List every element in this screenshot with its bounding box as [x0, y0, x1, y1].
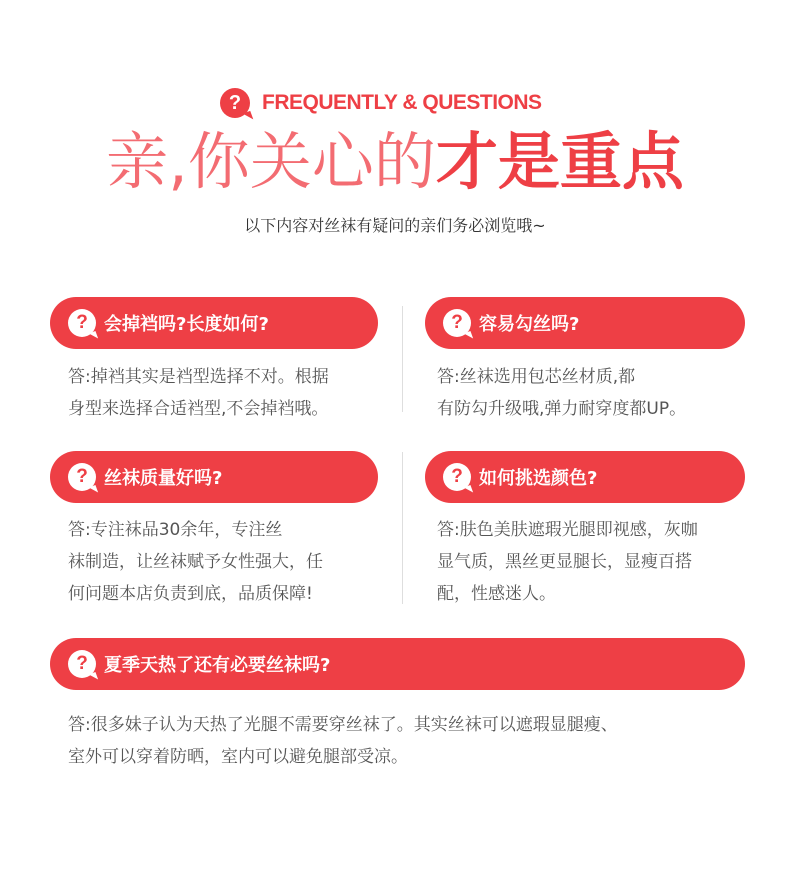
faq-question-2	[425, 297, 745, 349]
question-icon: ?	[443, 309, 471, 337]
answer-line: 答:很多妹子认为天热了光腿不需要穿丝袜了。其实丝袜可以遮瑕显腿瘦、	[68, 715, 618, 735]
faq-answer-1	[68, 361, 329, 425]
column-divider	[402, 306, 403, 412]
faq-answer-3	[68, 514, 323, 610]
answer-line: 身型来选择合适裆型,不会掉裆哦。	[68, 399, 329, 419]
question-icon: ?	[68, 463, 96, 491]
faq-question-1	[50, 297, 378, 349]
page-subtitle: 以下内容对丝袜有疑问的亲们务必浏览哦~	[244, 216, 546, 235]
answer-line: 答:专注袜品30余年，专注丝	[68, 520, 283, 540]
answer-line: 答:掉裆其实是裆型选择不对。根据	[68, 367, 329, 387]
faq-question-label: 会掉裆吗?长度如何?	[104, 314, 269, 335]
answer-line: 室外可以穿着防晒，室内可以避免腿部受凉。	[68, 747, 408, 767]
answer-line: 有防勾升级哦,弹力耐穿度都UP。	[437, 399, 687, 419]
faq-question-label: 丝袜质量好吗?	[104, 468, 223, 489]
faq-answer-4	[437, 514, 698, 610]
faq-question-3	[50, 451, 378, 503]
page-title	[0, 122, 790, 202]
question-bubble-icon: ?	[220, 88, 250, 118]
answer-line: 答:丝袜选用包芯丝材质,都	[437, 367, 636, 387]
faq-question-4	[425, 451, 745, 503]
answer-line: 袜制造，让丝袜赋予女性强大，任	[68, 552, 323, 572]
answer-line: 显气质，黑丝更显腿长，显瘦百搭	[437, 552, 692, 572]
faq-answer-2	[437, 361, 686, 425]
question-icon: ?	[443, 463, 471, 491]
faq-question-label: 夏季天热了还有必要丝袜吗?	[104, 655, 331, 676]
question-icon: ?	[68, 309, 96, 337]
answer-line: 配，性感迷人。	[437, 584, 556, 604]
title-bold: 才是重点	[435, 125, 684, 198]
answer-line: 何问题本店负责到底，品质保障!	[68, 584, 313, 604]
faq-question-label: 容易勾丝吗?	[479, 314, 580, 335]
title-light: 亲,你关心的	[106, 125, 436, 198]
column-divider	[402, 452, 403, 604]
question-icon: ?	[68, 650, 96, 678]
header-label	[220, 88, 542, 118]
faq-question-5	[50, 638, 745, 690]
answer-line: 答:肤色美肤遮瑕光腿即视感，灰咖	[437, 520, 698, 540]
faq-answer-5	[68, 709, 618, 773]
header-english-label: FREQUENTLY & QUESTIONS	[262, 91, 542, 114]
faq-question-label: 如何挑选颜色?	[479, 468, 598, 489]
